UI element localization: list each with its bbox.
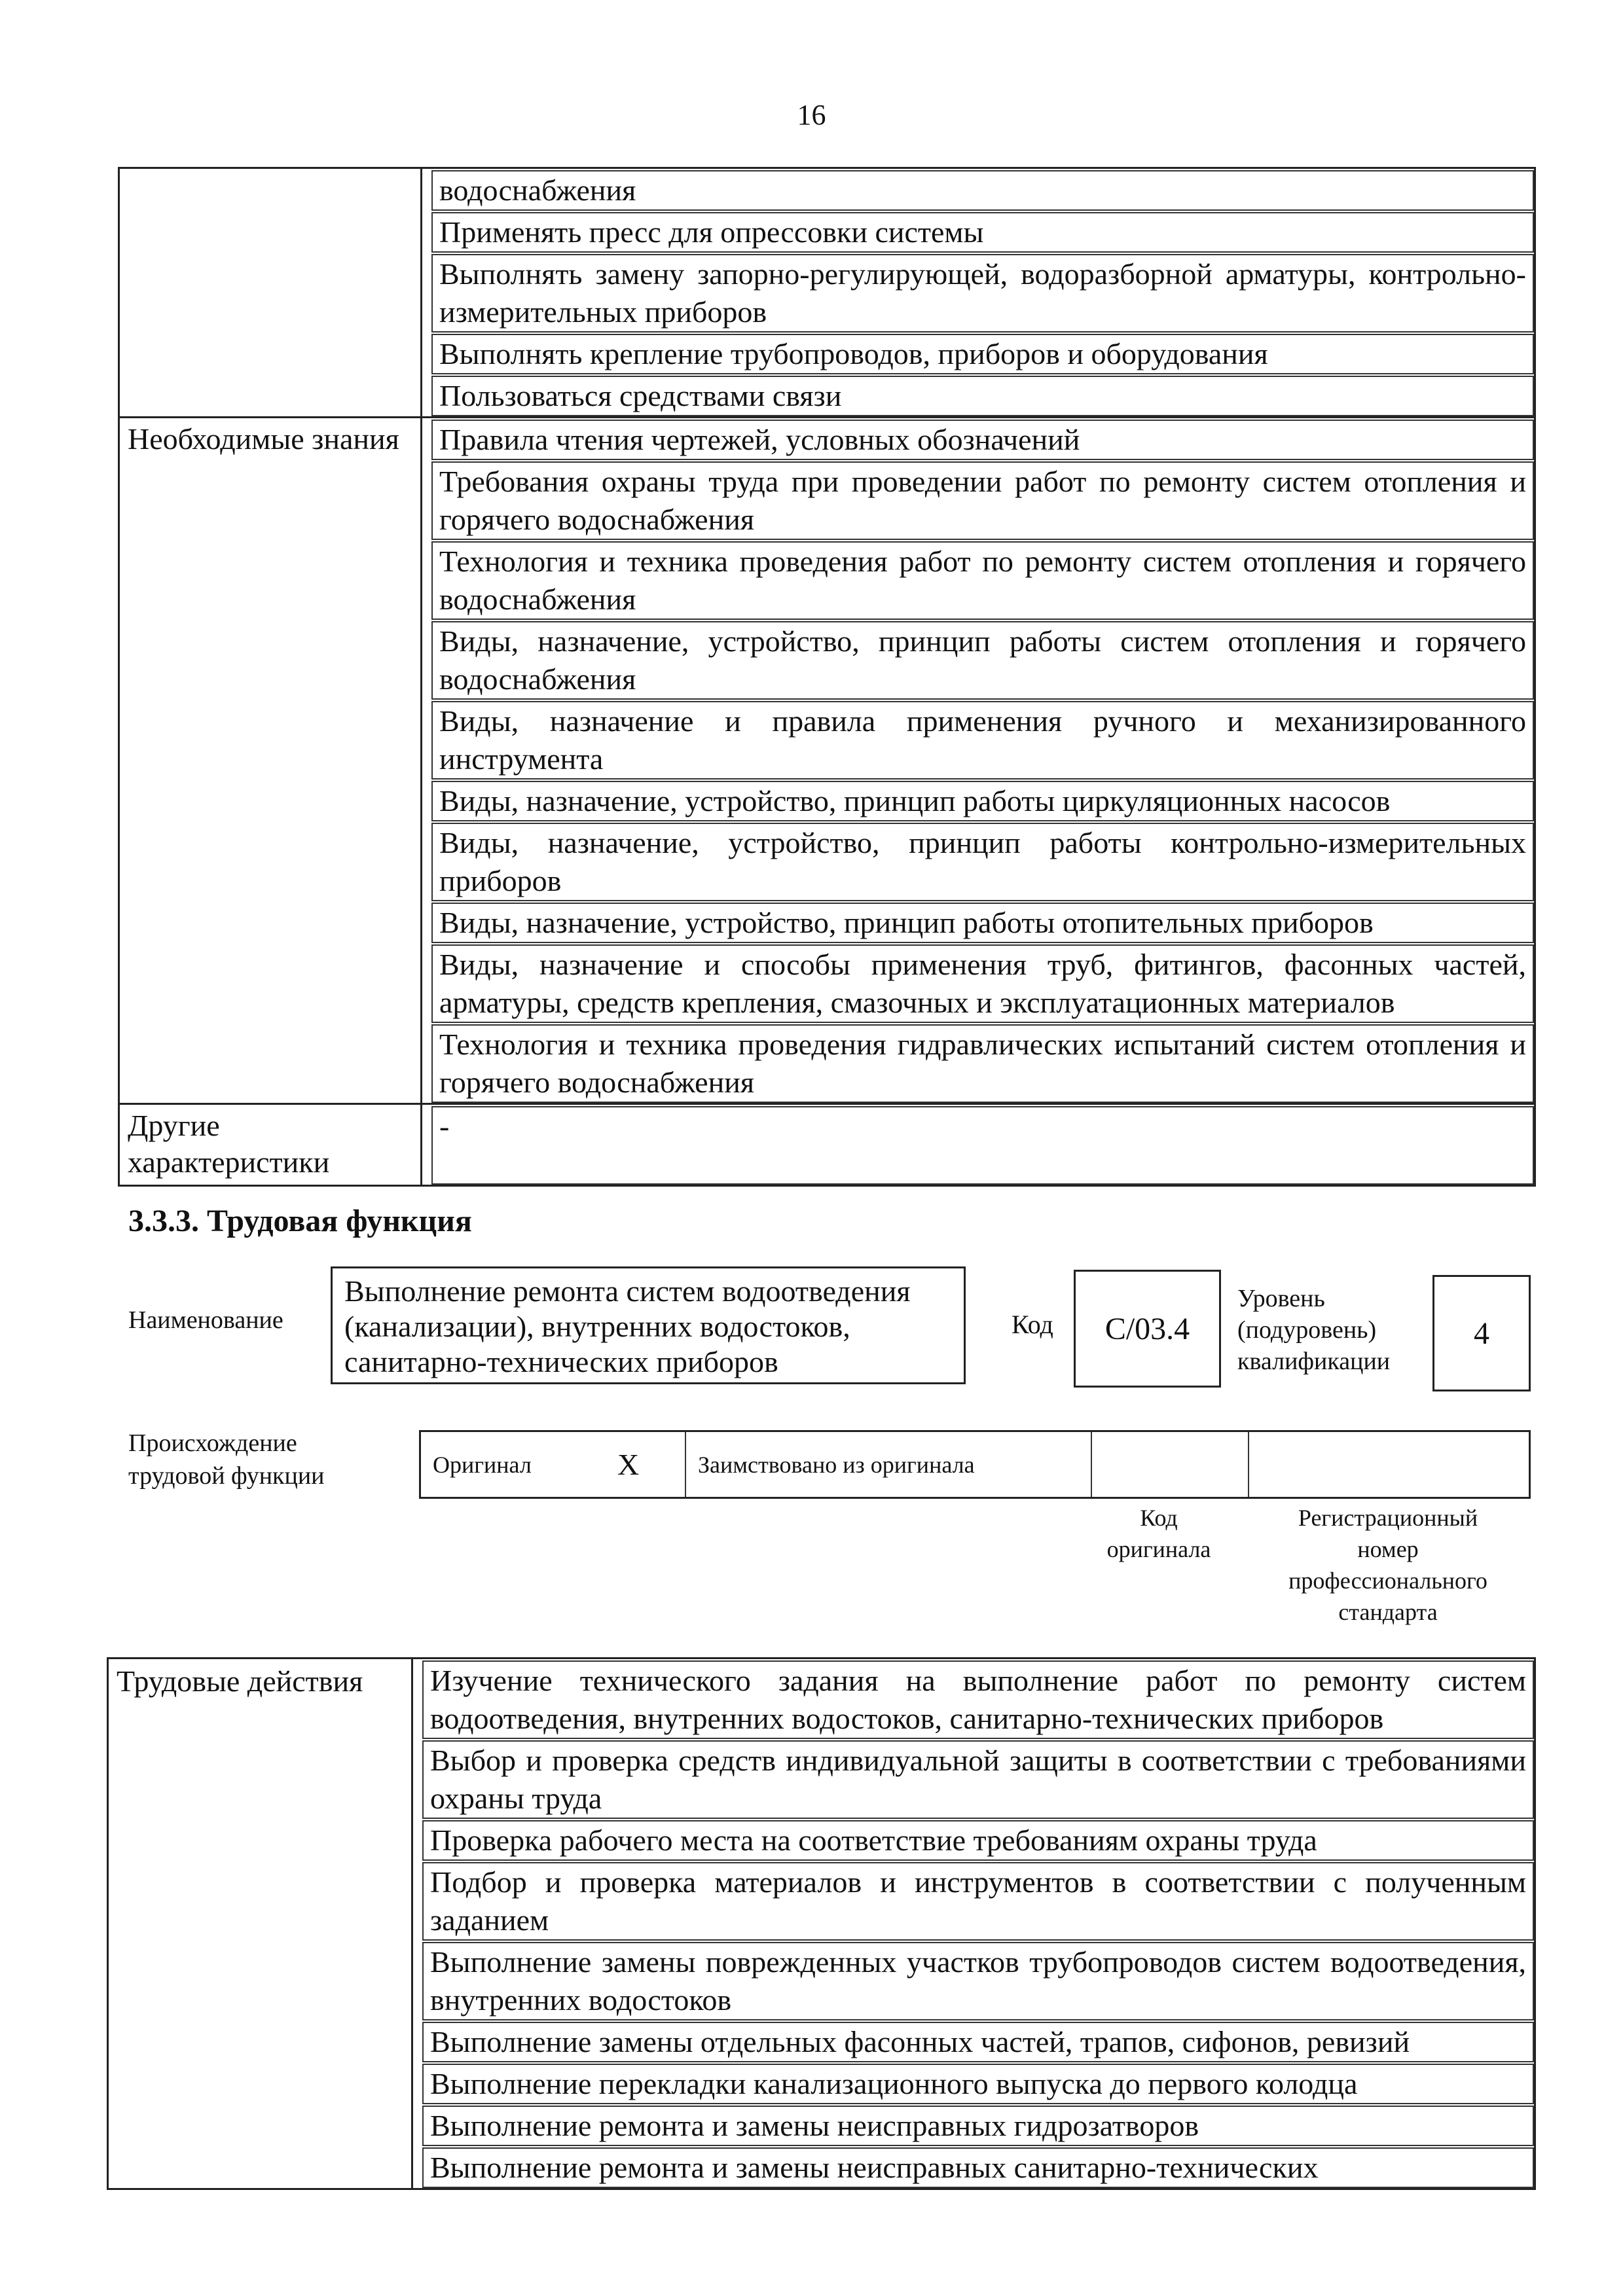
table-cell: Выбор и проверка средств индивидуальной защиты в соответствии с требованиями охраны труда [422,1740,1534,1819]
table-cell: - [431,1106,1534,1185]
origin-borrowed-label: Заимствовано из оригинала [698,1451,975,1478]
table-cell: Выполнение перекладки канализационного выпуска до первого колодца [422,2064,1534,2104]
row-cells [422,418,1534,1105]
origin-code-cell [1092,1432,1249,1497]
table-cell: Выполнение замены поврежденных участков трубопроводов систем водоотведения, внутренних водостоков [422,1942,1534,2020]
table-cell: водоснабжения [431,170,1534,211]
caption-code: Код оригинала [1106,1505,1211,1562]
table-cell: Выполнение ремонта и замены неисправных санитарно-технических [422,2147,1534,2188]
table-cell: Подбор и проверка материалов и инструментов в соответствии с полученным заданием [422,1862,1534,1941]
caption-reg-number: Регистрационный номер профессионального стандарта [1288,1505,1487,1625]
table-cell: Виды, назначение, устройство, принцип работы отопительных приборов [431,903,1534,943]
table-cell: Виды, назначение и способы применения труб, фитингов, фасонных частей, арматуры, средств крепления, смазочных и эксплуатационных материалов [431,944,1534,1023]
row-cells [422,169,1534,418]
name-label: Наименование [128,1306,283,1334]
code-label: Код [1012,1310,1053,1339]
section-heading: 3.3.3. Трудовая функция [128,1204,472,1238]
origin-original-label: Оригинал [433,1451,532,1478]
origin-original-cell [421,1432,686,1497]
row-label [120,169,422,418]
table-cell: Применять пресс для опрессовки системы [431,212,1534,253]
row-cells [422,1105,1534,1185]
origin-reg-cell [1249,1432,1529,1497]
level-label: Уровень (подуровень) квалификации [1237,1285,1391,1375]
origin-mark: X [617,1448,640,1481]
row-label: Трудовые действия [109,1659,413,2188]
page-number: 16 [797,99,826,131]
table-cell: Технология и техника проведения гидравлических испытаний систем отопления и горячего водоснабжения [431,1024,1534,1103]
origin-table [419,1430,1531,1499]
row-cells [413,1659,1534,2188]
labor-actions-table [107,1657,1536,2190]
table-cell: Проверка рабочего места на соответствие требованиям охраны труда [422,1820,1534,1861]
table-cell: Виды, назначение и правила применения ручного и механизированного инструмента [431,701,1534,780]
table-cell: Выполнение замены отдельных фасонных частей, трапов, сифонов, ревизий [422,2022,1534,2062]
table-cell: Выполнять замену запорно-регулирующей, водоразборной арматуры, контрольно-измерительных приборов [431,254,1534,332]
table-cell: Виды, назначение, устройство, принцип работы циркуляционных насосов [431,781,1534,821]
table-cell: Выполнять крепление трубопроводов, приборов и оборудования [431,334,1534,374]
origin-borrowed-cell [686,1432,1092,1497]
table-cell: Требования охраны труда при проведении работ по ремонту систем отопления и горячего водоснабжения [431,461,1534,540]
table-cell: Виды, назначение, устройство, принцип работы систем отопления и горячего водоснабжения [431,621,1534,700]
table-cell: Правила чтения чертежей, условных обозначений [431,420,1534,460]
table-cell: Виды, назначение, устройство, принцип работы контрольно-измерительных приборов [431,823,1534,901]
origin-label: Происхождение трудовой функции [128,1429,325,1490]
code-value: С/03.4 [1074,1270,1221,1388]
table-cell: Пользоваться средствами связи [431,376,1534,416]
table-cell: Технология и техника проведения работ по ремонту систем отопления и горячего водоснабжения [431,541,1534,620]
table-cell: Изучение технического задания на выполнение работ по ремонту систем водоотведения, внутренних водостоков, санитарно-технических приборов [422,1660,1534,1739]
row-label: Необходимые знания [120,418,422,1105]
function-name: Выполнение ремонта систем водоотведения (канализации), внутренних водостоков, санитарно-технических приборов [331,1266,966,1384]
row-label: Другие характеристики [120,1105,422,1185]
table-cell: Выполнение ремонта и замены неисправных гидрозатворов [422,2106,1534,2146]
level-value: 4 [1432,1275,1531,1391]
knowledge-table [118,167,1536,1187]
